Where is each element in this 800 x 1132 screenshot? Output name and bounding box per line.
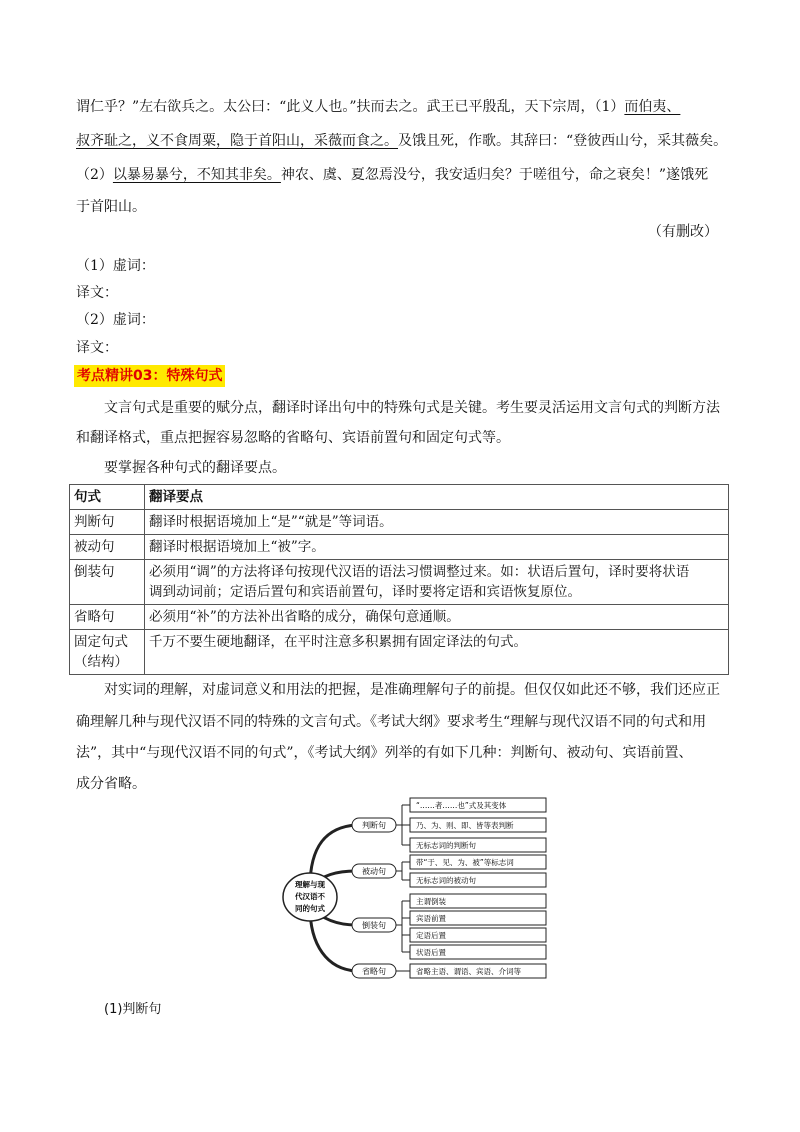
question-1-label: （1）虚词： xyxy=(76,258,155,274)
mindmap-leaf-text: 乃、为、则、即、皆等表判断 xyxy=(416,821,514,830)
sentence-pattern-table xyxy=(69,484,729,675)
mindmap-center-text: 代汉语不 xyxy=(295,892,325,901)
table-cell-line: 调到动词前；定语后置句和宾语前置句，译时要将定语和宾语恢复原位。 xyxy=(149,584,581,600)
underlined-sentence-1-cont: 叔齐耻之，义不食周粟，隐于首阳山，采薇而食之。 xyxy=(76,133,398,149)
table-cell-type: 被动句 xyxy=(70,535,145,560)
passage-text: （2） xyxy=(76,167,113,183)
mindmap-branch-label: 省略句 xyxy=(362,967,386,976)
table-row xyxy=(70,630,729,675)
body-line-1: 对实词的理解，对虚词意义和用法的把握，是准确理解句子的前提。但仅仅如此还不够，我们还应正 xyxy=(104,682,720,698)
mindmap-bracket xyxy=(396,805,410,845)
intro-line-3: 要掌握各种句式的翻译要点。 xyxy=(104,460,286,476)
question-2-translation: 译文： xyxy=(76,340,118,356)
mindmap-leaf-text: 无标志词的被动句 xyxy=(416,876,476,885)
passage-line-2 xyxy=(76,131,727,151)
mindmap-leaf-text: 带“于、见、为、被”等标志词 xyxy=(416,858,514,867)
intro-line-2: 和翻译格式，重点把握容易忽略的省略句、宾语前置句和固定句式等。 xyxy=(76,430,510,446)
mindmap-center-text: 同的句式 xyxy=(295,904,325,913)
table-cell-point: 翻译时根据语境加上“是”“就是”等词语。 xyxy=(145,510,729,535)
table-cell-line: 必须用“调”的方法将译句按现代汉语的语法习惯调整过来。如：状语后置句，译时要将状语 xyxy=(149,564,690,580)
sentence-pattern-mindmap xyxy=(282,795,552,985)
mindmap-branch-label: 被动句 xyxy=(362,867,386,876)
mindmap-bracket xyxy=(396,862,410,880)
table-row xyxy=(70,560,729,605)
passage-line-4 xyxy=(76,197,146,217)
mindmap-branch-label: 判断句 xyxy=(362,821,386,830)
mindmap-leaf-text: 状语后置 xyxy=(416,948,446,957)
mindmap-branch-label: 倒装句 xyxy=(362,921,386,930)
mindmap-leaf-text: 主谓倒装 xyxy=(416,897,446,906)
table-cell-type: 判断句 xyxy=(70,510,145,535)
passage-line-3 xyxy=(76,165,708,185)
question-2-label: （2）虚词： xyxy=(76,312,155,328)
mindmap-center-text: 理解与现 xyxy=(295,880,325,889)
mindmap-leaf-text: 定语后置 xyxy=(416,931,446,940)
passage-text: 神农、虞、夏忽焉没兮，我安适归矣？于嗟徂兮，命之衰矣！”遂饿死 xyxy=(280,167,709,183)
table-cell-point: 必须用“补”的方法补出省略的成分，确保句意通顺。 xyxy=(145,605,729,630)
table-cell-point xyxy=(145,560,729,605)
mindmap-leaf-text: “……者……也”式及其变体 xyxy=(416,801,507,810)
passage-line-1 xyxy=(76,97,680,117)
passage-text: 谓仁乎？”左右欲兵之。太公曰：“此义人也。”扶而去之。武王已平殷乱，天下宗周，（1） xyxy=(76,99,625,115)
table-cell-point: 翻译时根据语境加上“被”字。 xyxy=(145,535,729,560)
table-header: 句式 xyxy=(70,485,145,510)
table-cell-point: 千万不要生硬地翻译，在平时注意多积累拥有固定译法的句式。 xyxy=(145,630,729,675)
intro-line-1: 文言句式是重要的赋分点，翻译时译出句中的特殊句式是关键。考生要灵活运用文言句式的判断方法 xyxy=(104,400,720,416)
body-line-4: 成分省略。 xyxy=(76,776,146,792)
body-line-3: 法”，其中“与现代汉语不同的句式”，《考试大纲》列举的有如下几种：判断句、被动句、宾语前置、 xyxy=(76,745,693,761)
mindmap-leaf-text: 宾语前置 xyxy=(416,914,446,923)
body-line-2: 确理解几种与现代汉语不同的特殊的文言句式。《考试大纲》要求考生“理解与现代汉语不同的句式和用 xyxy=(76,714,707,730)
table-row xyxy=(70,535,729,560)
mindmap-bracket xyxy=(396,901,410,952)
underlined-sentence-1: 而伯夷、 xyxy=(624,99,681,115)
table-row xyxy=(70,510,729,535)
mindmap-leaf-text: 无标志词的判断句 xyxy=(416,841,476,850)
table-cell-type: 倒装句 xyxy=(70,560,145,605)
passage-text: 于首阳山。 xyxy=(76,199,146,215)
table-row xyxy=(70,605,729,630)
underlined-sentence-2: 以暴易暴兮，不知其非矣。 xyxy=(112,167,281,183)
passage-text: 及饿且死，作歌。其辞曰：“登彼西山兮，采其薇矣。 xyxy=(398,133,728,149)
section-heading: 考点精讲03：特殊句式 xyxy=(74,365,225,387)
source-note: （有删改） xyxy=(648,224,718,240)
table-header: 翻译要点 xyxy=(145,485,729,510)
table-cell-type: 省略句 xyxy=(70,605,145,630)
table-cell-type xyxy=(70,630,145,675)
mindmap-leaf-text: 省略主语、谓语、宾语、介词等 xyxy=(416,967,521,976)
table-cell-line: （结构） xyxy=(74,654,128,670)
subheading-judgment: (1)判断句 xyxy=(104,1002,162,1017)
table-header-row xyxy=(70,485,729,510)
question-1-translation: 译文： xyxy=(76,285,118,301)
table-cell-line: 固定句式 xyxy=(74,634,128,650)
